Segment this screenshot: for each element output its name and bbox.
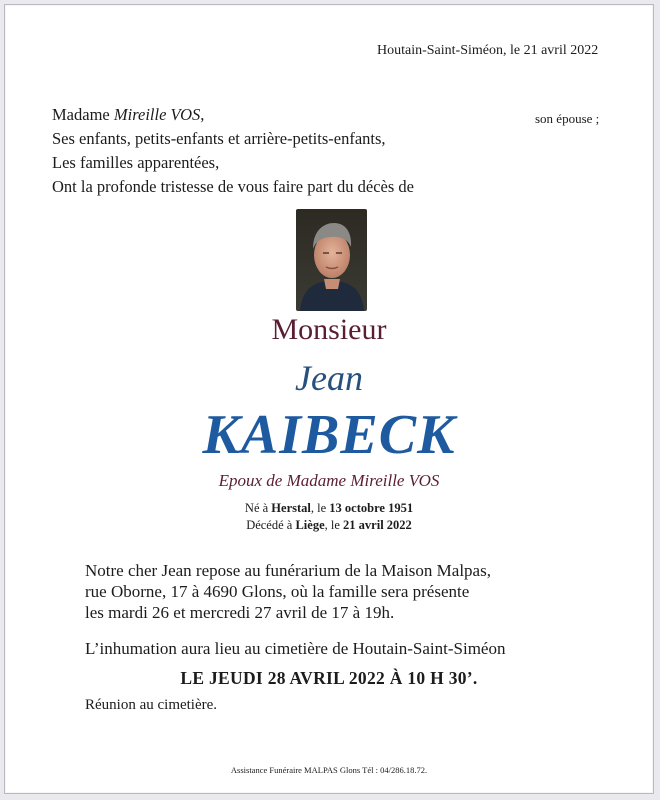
spouse-line: Epoux de Madame Mireille VOS bbox=[218, 471, 440, 490]
announcement-line-1: Madame Mireille VOS, bbox=[52, 105, 205, 124]
spouse-note: son épouse ; bbox=[535, 111, 600, 126]
last-name: KAIBECK bbox=[202, 404, 456, 466]
burial-line: L’inhumation aura lieu au cimetière de Houtain-Saint-Siméon bbox=[85, 639, 506, 658]
announcement-line-3: Les familles apparentées, bbox=[52, 153, 220, 172]
death-line: Décédé à Liège, le 21 avril 2022 bbox=[246, 518, 412, 532]
portrait-photo bbox=[296, 209, 367, 311]
funeral-home-footer: Assistance Funéraire MALPAS Glons Tél : 04/286.18.72. bbox=[230, 765, 428, 775]
announcement-block bbox=[52, 103, 414, 199]
details-line-3: les mardi 26 et mercredi 27 avril de 17 à 19h. bbox=[85, 603, 395, 622]
spouse-name: Mireille VOS bbox=[113, 105, 201, 124]
reunion-line: Réunion au cimetière. bbox=[85, 697, 218, 713]
title-monsieur: Monsieur bbox=[271, 313, 387, 346]
details-line-1: Notre cher Jean repose au funérarium de la Maison Malpas, bbox=[85, 561, 491, 580]
details-line-2: rue Oborne, 17 à 4690 Glons, où la famille sera présente bbox=[85, 582, 470, 601]
death-notice-card bbox=[4, 4, 654, 794]
place-date: Houtain-Saint-Siméon, le 21 avril 2022 bbox=[377, 43, 599, 58]
announcement-line-4: Ont la profonde tristesse de vous faire part du décès de bbox=[52, 177, 414, 196]
birth-line: Né à Herstal, le 13 octobre 1951 bbox=[244, 501, 414, 515]
visitation-details bbox=[85, 560, 491, 623]
portrait-image bbox=[296, 209, 367, 311]
announcement-line-2: Ses enfants, petits-enfants et arrière-petits-enfants, bbox=[52, 129, 386, 148]
first-name: Jean bbox=[295, 358, 363, 398]
ceremony-date: LE JEUDI 28 AVRIL 2022 À 10 H 30’. bbox=[180, 668, 478, 688]
